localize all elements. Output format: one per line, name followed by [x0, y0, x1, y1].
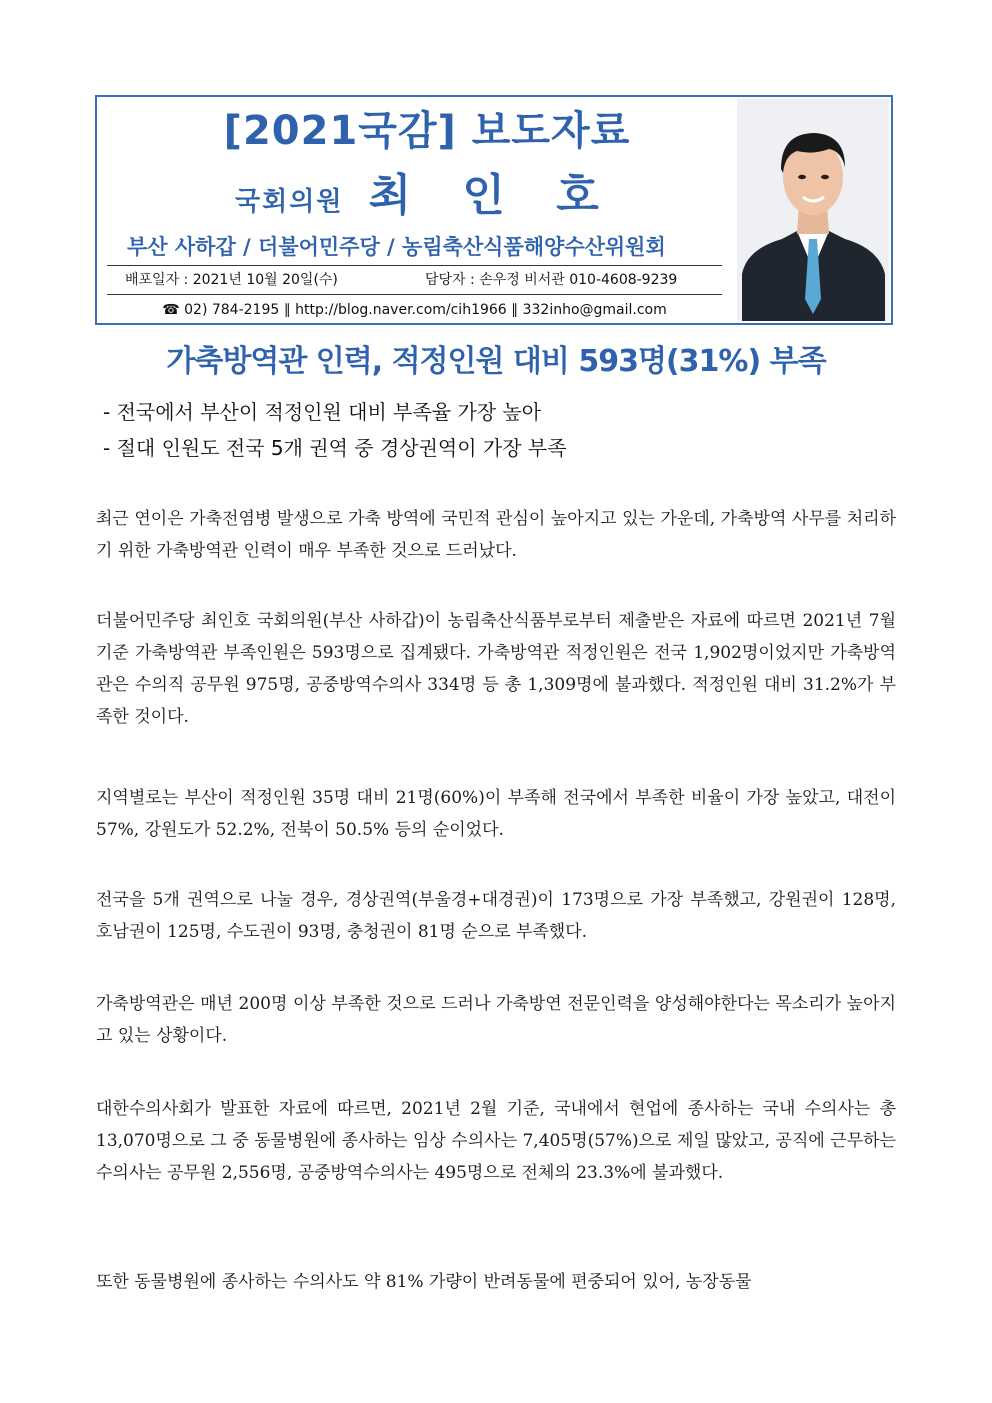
body-paragraph: 더불어민주당 최인호 국회의원(부산 사하갑)이 농림축산식품부로부터 제출받은 자료에 따르면 2021년 7월 기준 가축방역관 부족인원은 593명으로 집계됐다. 가축방역관 적정인원은 전국 1,902명이었지만 가축방역관은 수의직 공무원 975명, 공중방역수의사 334명 등 총 1,309명에 불과했다. 적정인원 대비 31.2%가 부족한 것이다. — [96, 611, 896, 727]
member-line — [235, 159, 617, 223]
body-paragraph: 또한 동물병원에 종사하는 수의사도 약 81% 가량이 반려동물에 편중되어 있어, 농장동물 — [96, 1272, 752, 1292]
subhead: - 절대 인원도 전국 5개 권역 중 경상권역이 가장 부족 — [103, 436, 567, 460]
release-info-row — [107, 265, 722, 295]
press-title: [2021국감] 보도자료 — [223, 108, 631, 154]
member-name: 최 인 호 — [368, 170, 617, 221]
contact-person: 담당자 : 손우정 비서관 010-4608-9239 — [425, 272, 678, 288]
body-paragraph: 가축방역관은 매년 200명 이상 부족한 것으로 드러나 가축방연 전문인력을 양성해야한다는 목소리가 높아지고 있는 상황이다. — [96, 994, 896, 1046]
member-affiliation: 부산 사하갑 / 더불어민주당 / 농림축산식품해양수산위원회 — [127, 235, 666, 259]
body-paragraph: 지역별로는 부산이 적정인원 35명 대비 21명(60%)이 부족해 전국에서 부족한 비율이 가장 높았고, 대전이 57%, 강원도가 52.2%, 전북이 50.5% 등의 순이었다. — [96, 788, 896, 840]
press-header — [95, 95, 893, 325]
release-date: 배포일자 : 2021년 10월 20일(수) — [125, 272, 338, 288]
portrait-photo — [737, 99, 889, 321]
contact-line: ☎ 02) 784-2195 ∥ http://blog.naver.com/cih1966 ∥ 332inho@gmail.com — [162, 302, 667, 318]
subhead: - 전국에서 부산이 적정인원 대비 부족율 가장 높아 — [103, 400, 542, 424]
headline: 가축방역관 인력, 적정인원 대비 593명(31%) 부족 — [166, 344, 826, 379]
body-paragraph: 대한수의사회가 발표한 자료에 따르면, 2021년 2월 기준, 국내에서 현업에 종사하는 국내 수의사는 총 13,070명으로 그 중 동물병원에 종사하는 임상 수의사는 7,405명(57%)으로 제일 많았고, 공직에 근무하는 수의사는 공무원 2,556명, 공중방역수의사는 495명으로 전체의 23.3%에 불과했다. — [96, 1099, 896, 1183]
body-paragraph: 최근 연이은 가축전염병 발생으로 가축 방역에 국민적 관심이 높아지고 있는 가운데, 가축방역 사무를 처리하기 위한 가축방역관 인력이 매우 부족한 것으로 드러났다. — [96, 509, 896, 561]
member-role: 국회의원 — [235, 187, 344, 217]
body-paragraph: 전국을 5개 권역으로 나눌 경우, 경상권역(부울경+대경권)이 173명으로 가장 부족했고, 강원권이 128명, 호남권이 125명, 수도권이 93명, 충청권이 81명 순으로 부족했다. — [96, 890, 896, 942]
